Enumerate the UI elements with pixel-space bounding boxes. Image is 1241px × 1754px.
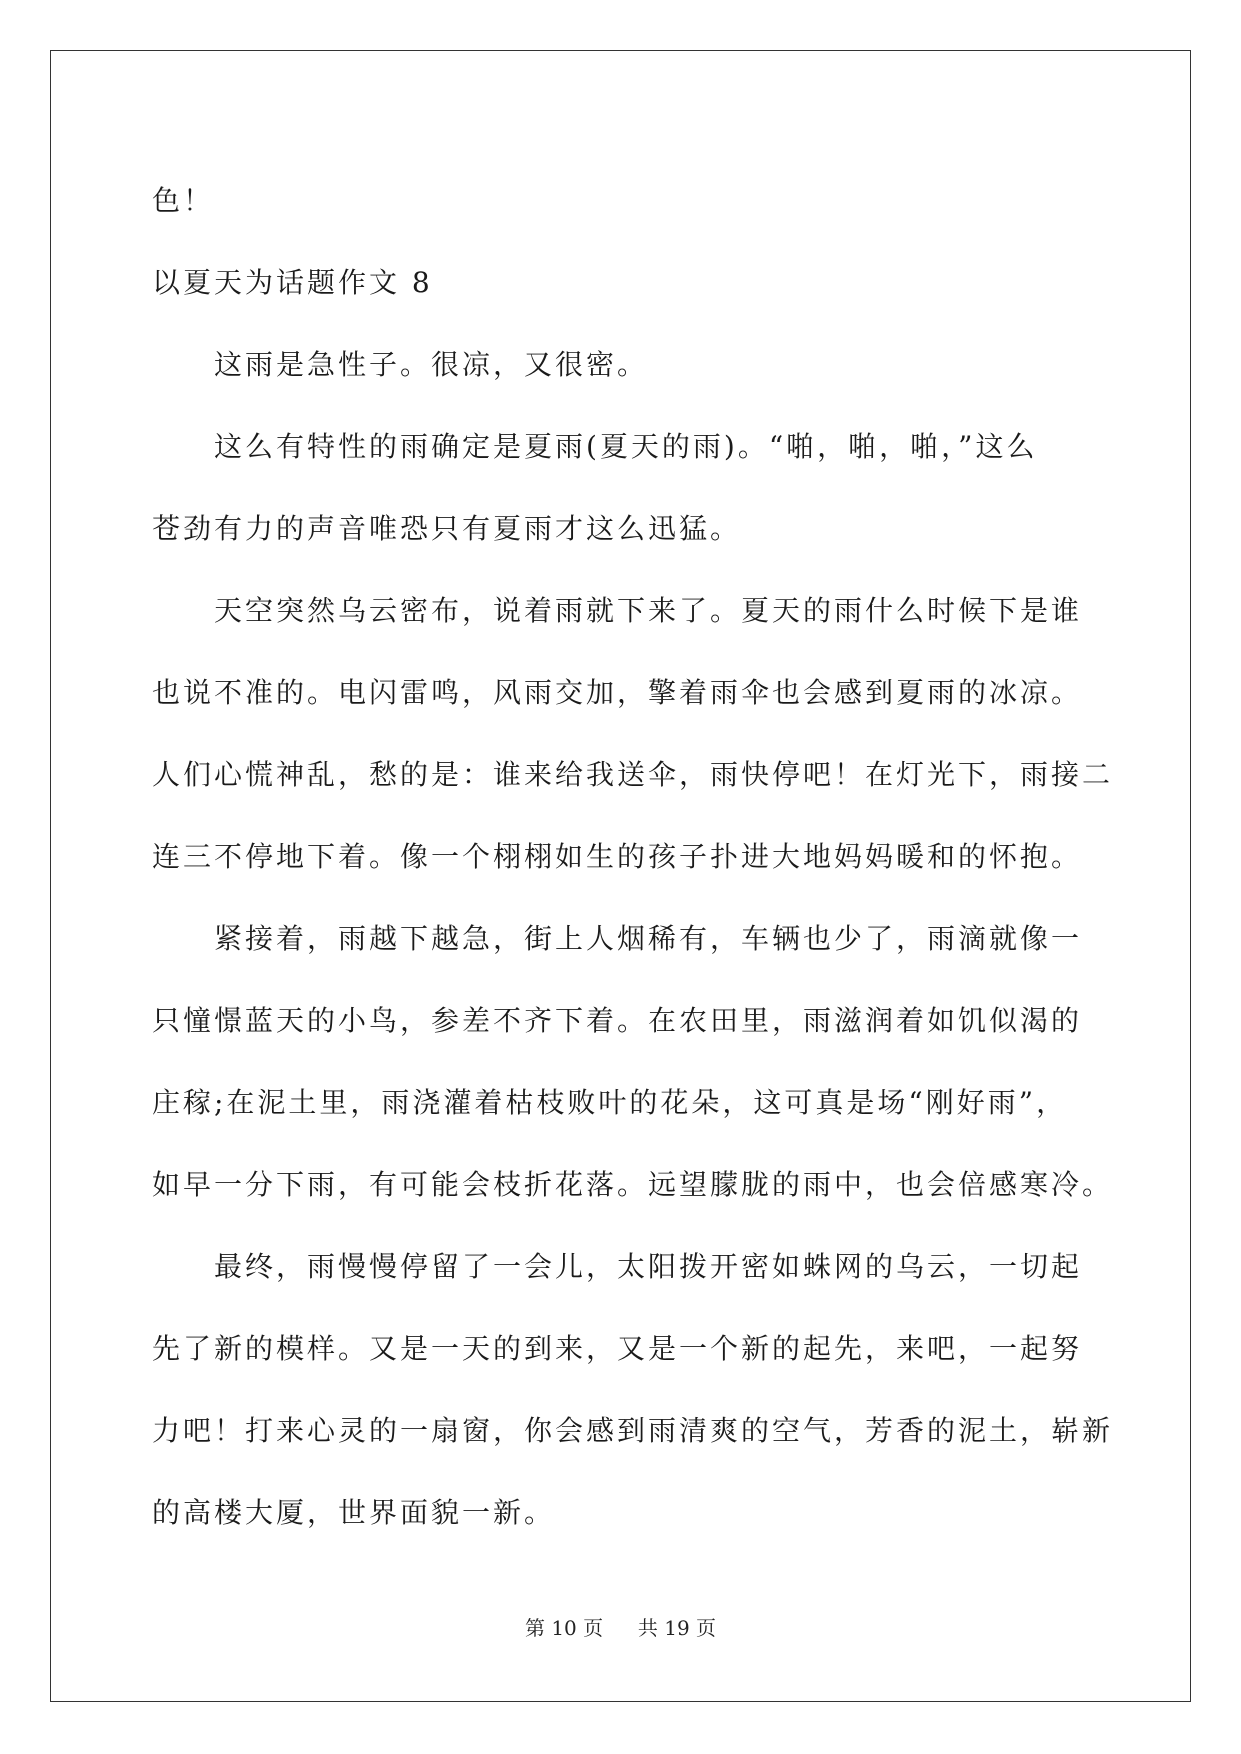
page-total: 共 19 页 bbox=[637, 1616, 717, 1640]
text-line: 先了新的模样。又是一天的到来，又是一个新的起先，来吧，一起努 bbox=[152, 1332, 1083, 1365]
paragraph-line: 这么有特性的雨确定是夏雨(夏天的雨)。“啪，啪，啪，”这么 bbox=[214, 430, 1038, 463]
document-body bbox=[152, 160, 1114, 1554]
paragraph-line: 天空突然乌云密布，说着雨就下来了。夏天的雨什么时候下是谁 bbox=[214, 594, 1083, 627]
text-line: 色！ bbox=[152, 184, 215, 217]
page-number: 第 10 页 bbox=[524, 1616, 604, 1640]
paragraph-line: 这雨是急性子。很凉，又很密。 bbox=[214, 348, 649, 381]
paragraph-line: 最终，雨慢慢停留了一会儿，太阳拨开密如蛛网的乌云，一切起 bbox=[214, 1250, 1083, 1283]
text-line: 庄稼;在泥土里，雨浇灌着枯枝败叶的花朵，这可真是场“刚好雨”， bbox=[152, 1086, 1068, 1119]
text-line: 苍劲有力的声音唯恐只有夏雨才这么迅猛。 bbox=[152, 512, 742, 545]
paragraph-line: 紧接着，雨越下越急，街上人烟稀有，车辆也少了，雨滴就像一 bbox=[214, 922, 1083, 955]
text-line: 连三不停地下着。像一个栩栩如生的孩子扑进大地妈妈暖和的怀抱。 bbox=[152, 840, 1083, 873]
text-line: 只憧憬蓝天的小鸟，参差不齐下着。在农田里，雨滋润着如饥似渴的 bbox=[152, 1004, 1083, 1037]
text-line: 力吧！打来心灵的一扇窗，你会感到雨清爽的空气，芳香的泥土，崭新 bbox=[152, 1414, 1114, 1447]
text-line: 如早一分下雨，有可能会枝折花落。远望朦胧的雨中，也会倍感寒冷。 bbox=[152, 1168, 1114, 1201]
text-line: 的高楼大厦，世界面貌一新。 bbox=[152, 1496, 556, 1529]
text-line: 也说不准的。电闪雷鸣，风雨交加，擎着雨伞也会感到夏雨的冰凉。 bbox=[152, 676, 1083, 709]
section-heading: 以夏天为话题作文 8 bbox=[152, 266, 433, 299]
text-line: 人们心慌神乱，愁的是：谁来给我送伞，雨快停吧！在灯光下，雨接二 bbox=[152, 758, 1114, 791]
page-footer bbox=[0, 1612, 1241, 1641]
